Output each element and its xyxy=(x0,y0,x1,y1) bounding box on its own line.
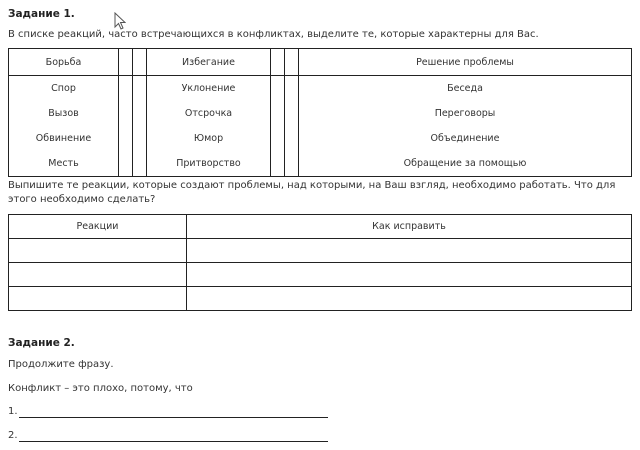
table-cell[interactable]: Юмор xyxy=(147,126,271,151)
answer-cell[interactable] xyxy=(187,287,632,311)
separator-cell xyxy=(119,49,133,76)
header-cell: Как исправить xyxy=(187,215,632,239)
answer-row xyxy=(9,287,632,311)
answer-header-row xyxy=(9,215,632,239)
table-cell[interactable]: Переговоры xyxy=(299,101,632,126)
separator-cell xyxy=(271,126,285,151)
table-cell[interactable]: Месть xyxy=(9,151,119,177)
header-cell: Решение проблемы xyxy=(299,49,632,76)
separator-cell xyxy=(285,101,299,126)
table-cell[interactable]: Беседа xyxy=(299,76,632,101)
answer-cell[interactable] xyxy=(9,263,187,287)
header-cell: Борьба xyxy=(9,49,119,76)
answer-line-1[interactable] xyxy=(19,417,328,418)
table-cell[interactable]: Обращение за помощью xyxy=(299,151,632,177)
answer-item-number: 2. xyxy=(8,430,18,441)
task2-title: Задание 2. xyxy=(8,337,75,349)
answer-table xyxy=(8,214,632,311)
table-cell[interactable]: Спор xyxy=(9,76,119,101)
separator-cell xyxy=(119,101,133,126)
separator-cell xyxy=(119,76,133,101)
separator-cell xyxy=(133,126,147,151)
answer-cell[interactable] xyxy=(9,287,187,311)
table-row xyxy=(9,76,632,101)
reactions-header-row xyxy=(9,49,632,76)
separator-cell xyxy=(271,49,285,76)
separator-cell xyxy=(119,126,133,151)
separator-cell xyxy=(119,151,133,177)
table-row xyxy=(9,126,632,151)
table-cell[interactable]: Вызов xyxy=(9,101,119,126)
answer-cell[interactable] xyxy=(187,263,632,287)
task1-title: Задание 1. xyxy=(8,8,75,20)
table-cell[interactable]: Уклонение xyxy=(147,76,271,101)
answer-cell[interactable] xyxy=(9,239,187,263)
separator-cell xyxy=(271,101,285,126)
separator-cell xyxy=(133,49,147,76)
separator-cell xyxy=(285,126,299,151)
answer-item-number: 1. xyxy=(8,406,18,417)
separator-cell xyxy=(285,49,299,76)
separator-cell xyxy=(133,76,147,101)
task1-instruction: В списке реакций, часто встречающихся в конфликтах, выделите те, которые характерны для Вас. xyxy=(8,29,539,40)
answer-row xyxy=(9,239,632,263)
header-cell: Избегание xyxy=(147,49,271,76)
table-cell[interactable]: Отсрочка xyxy=(147,101,271,126)
separator-cell xyxy=(133,151,147,177)
task2-phrase: Конфликт – это плохо, потому, что xyxy=(8,383,193,394)
table-row xyxy=(9,101,632,126)
separator-cell xyxy=(285,151,299,177)
task1-question: Выпишите те реакции, которые создают проблемы, над которыми, на Ваш взгляд, необходимо работать. Что для этого необходимо сделать? xyxy=(8,180,616,205)
separator-cell xyxy=(285,76,299,101)
header-cell: Реакции xyxy=(9,215,187,239)
reactions-table xyxy=(8,48,632,177)
answer-cell[interactable] xyxy=(187,239,632,263)
separator-cell xyxy=(133,101,147,126)
table-cell[interactable]: Объединение xyxy=(299,126,632,151)
table-cell[interactable]: Обвинение xyxy=(9,126,119,151)
table-cell[interactable]: Притворство xyxy=(147,151,271,177)
table-row xyxy=(9,151,632,177)
separator-cell xyxy=(271,76,285,101)
task2-instruction: Продолжите фразу. xyxy=(8,359,114,370)
separator-cell xyxy=(271,151,285,177)
answer-row xyxy=(9,263,632,287)
answer-line-2[interactable] xyxy=(19,441,328,442)
